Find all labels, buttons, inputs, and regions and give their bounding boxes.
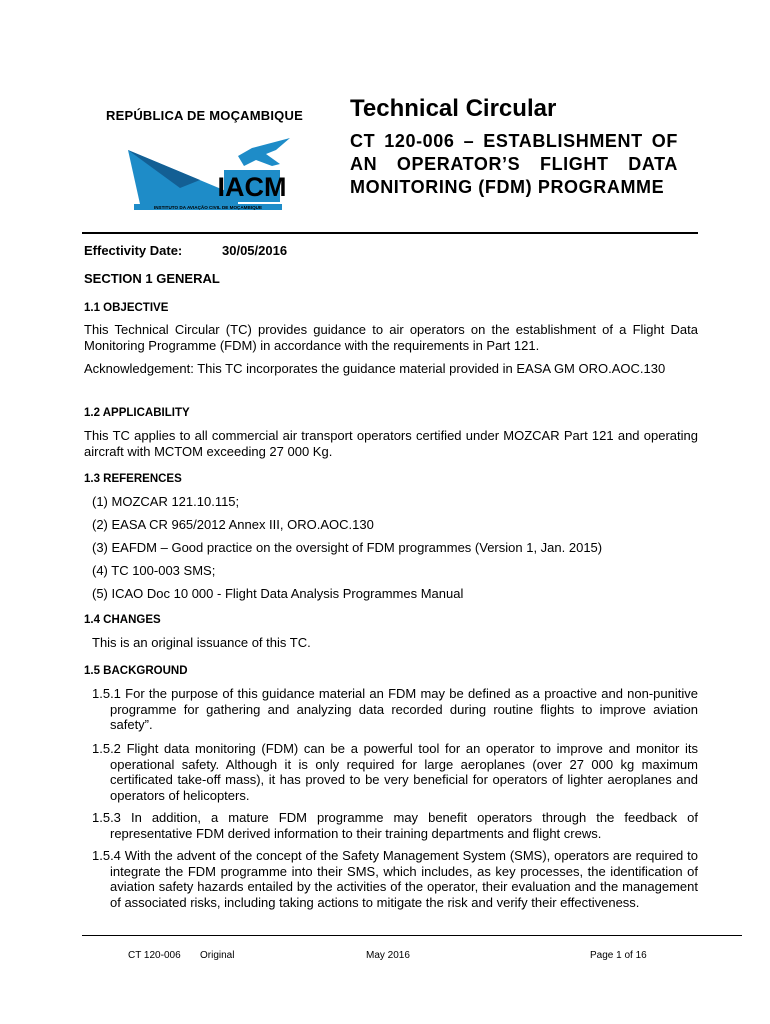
effectivity-date: 30/05/2016 [222,243,288,258]
document-subtitle: CT 120-006 – ESTABLISHMENT OF AN OPERATOR’S FLIGHT DATA MONITORING (FDM) PROGRAMME [350,131,678,197]
footer-doc-number: CT 120-006 [128,950,181,961]
objective-paragraph: This Technical Circular (TC) provides guidance to air operators on the establishment of a Flight Data Monitoring Programme (FDM) in accordance with the requirements in Part 121. [84,322,698,353]
document-title: Technical Circular [350,95,557,122]
header-divider [82,232,698,234]
background-item: 1.5.3 In addition, a mature FDM programme may benefit operators through the feedback of representative FDM derived information to their training departments and flight crews. [92,810,698,841]
footer-page-number: Page 1 of 16 [590,950,647,961]
references-heading: 1.3 REFERENCES [84,473,182,485]
logo-subtext: INSTITUTO DA AVIAÇÃO CIVIL DE MOÇAMBIQUE [153,205,263,210]
acknowledgement-paragraph: Acknowledgement: This TC incorporates the guidance material provided in EASA GM ORO.AOC.130 [84,361,666,376]
section-heading: SECTION 1 GENERAL [84,271,220,286]
footer-date: May 2016 [366,950,410,961]
background-item: 1.5.4 With the advent of the concept of the Safety Management System (SMS), operators are required to integrate the FDM programme into their SMS, which includes, as key processes, the identification of aviation safety hazards entailed by the activities of the operator, their evaluation and the management of associated risks, including taking actions to mitigate the risk and verify their effectiveness. [92,848,698,910]
reference-item: (3) EAFDM – Good practice on the oversight of FDM programmes (Version 1, Jan. 2015) [92,540,603,555]
background-item: 1.5.2 Flight data monitoring (FDM) can be a powerful tool for an operator to improve and monitor its operational safety. Although it is only required for large aeroplanes (over 27 000 kg maximum certificated take-off mass), it has proved to be very beneficial for operators of lighter aeroplanes and operators of helicopters. [92,741,698,803]
country-name: REPÚBLICA DE MOÇAMBIQUE [106,108,303,123]
changes-paragraph: This is an original issuance of this TC. [92,635,311,650]
footer-status: Original [200,950,235,961]
footer-divider [82,935,742,936]
reference-item: (5) ICAO Doc 10 000 - Flight Data Analysis Programmes Manual [92,586,464,601]
logo-text: IACM [217,172,287,202]
objective-heading: 1.1 OBJECTIVE [84,302,169,314]
reference-item: (1) MOZCAR 121.10.115; [92,494,240,509]
background-item: 1.5.1 For the purpose of this guidance material an FDM may be defined as a proactive and non-punitive programme for gathering and analyzing data recorded during routine flights to improve aviation safety”. [92,686,698,732]
changes-heading: 1.4 CHANGES [84,614,161,626]
reference-item: (4) TC 100-003 SMS; [92,563,216,578]
iacm-logo [120,132,290,214]
background-heading: 1.5 BACKGROUND [84,665,188,677]
effectivity-label: Effectivity Date: [84,243,183,258]
applicability-heading: 1.2 APPLICABILITY [84,407,190,419]
applicability-paragraph: This TC applies to all commercial air transport operators certified under MOZCAR Part 121 and operating aircraft with MCTOM exceeding 27 000 Kg. [84,428,698,459]
reference-item: (2) EASA CR 965/2012 Annex III, ORO.AOC.130 [92,517,374,532]
